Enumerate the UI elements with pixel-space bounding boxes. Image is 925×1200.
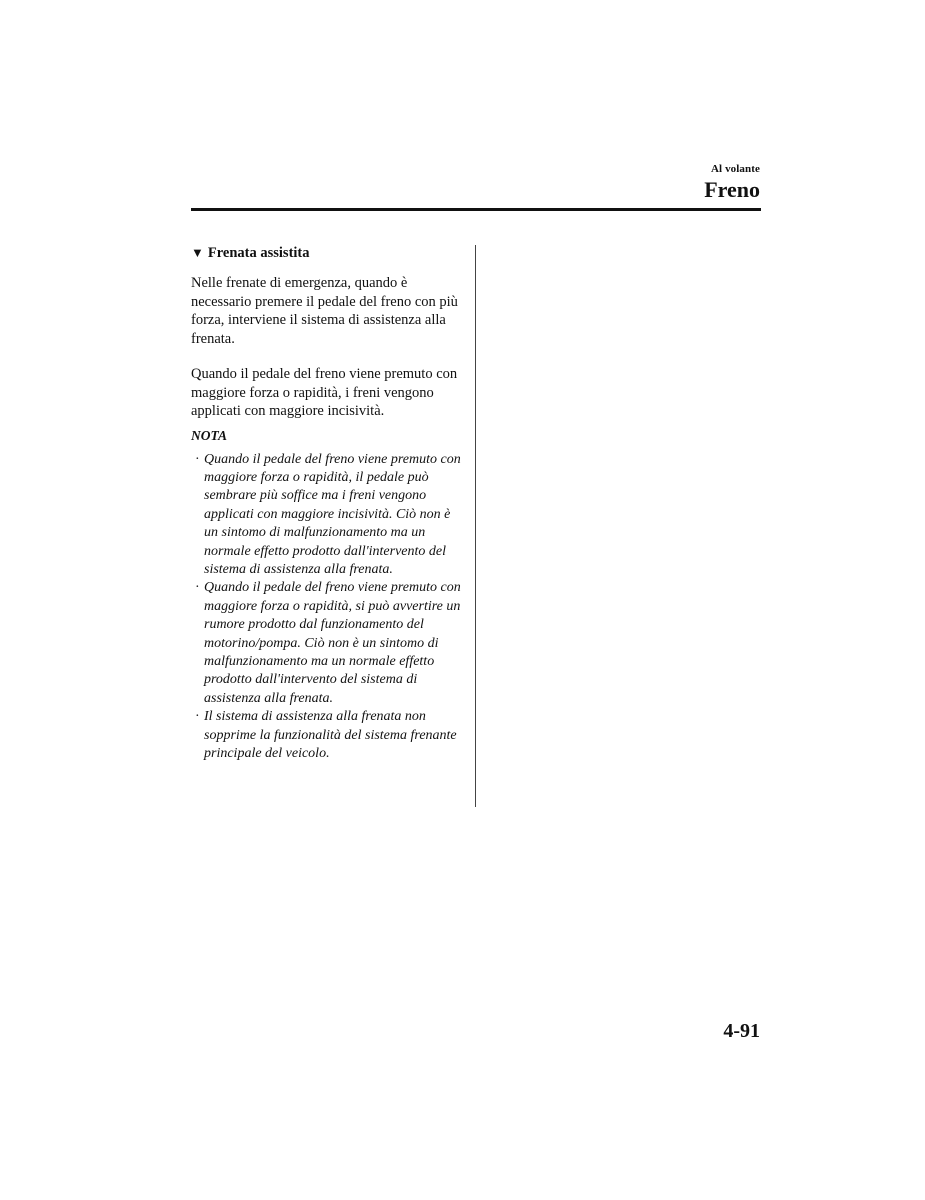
note-item-text: Quando il pedale del freno viene premuto con maggiore forza o rapidità, il pedale può sembrare più soffice ma i freni vengono applicati con maggiore incisività. Ciò non è un sintomo di malfunzionamento ma un normale effetto prodotto dall'intervento del sistema di assistenza alla frenata. xyxy=(204,451,461,577)
note-item xyxy=(191,451,461,580)
bullet-icon: · xyxy=(195,580,200,596)
header-rule xyxy=(191,208,761,211)
note-item-text: Quando il pedale del freno viene premuto con maggiore forza o rapidità, si può avvertire un rumore prodotto dal funzionamento del motorino/pompa. Ciò non è un sintomo di malfunzionamento ma un normale effetto prodotto dall'intervento del sistema di assistenza alla frenata. xyxy=(204,580,461,706)
note-item xyxy=(191,708,461,763)
bullet-icon: · xyxy=(195,709,200,725)
paragraph-intro: Nelle frenate di emergenza, quando è necessario premere il pedale del freno con più forza, interviene il sistema di assistenza alla frenata. xyxy=(191,275,458,347)
subheading xyxy=(191,243,461,263)
note-label: NOTA xyxy=(191,427,228,443)
page-number: 4-91 xyxy=(723,1020,760,1042)
paragraph-effect: Quando il pedale del freno viene premuto con maggiore forza o rapidità, i freni vengono applicati con maggiore incisività. xyxy=(191,366,458,419)
triangle-down-icon: ▼ xyxy=(191,245,204,260)
note-list xyxy=(191,451,461,764)
note-item xyxy=(191,579,461,708)
page-title: Freno xyxy=(704,177,760,202)
subheading-text: Frenata assistita xyxy=(207,245,310,261)
note-item-text: Il sistema di assistenza alla frenata non sopprime la funzionalità del sistema frenante principale del veicolo. xyxy=(204,709,457,761)
column-divider xyxy=(475,245,476,807)
left-column xyxy=(191,243,461,763)
section-label: Al volante xyxy=(711,163,760,175)
bullet-icon: · xyxy=(195,451,200,467)
